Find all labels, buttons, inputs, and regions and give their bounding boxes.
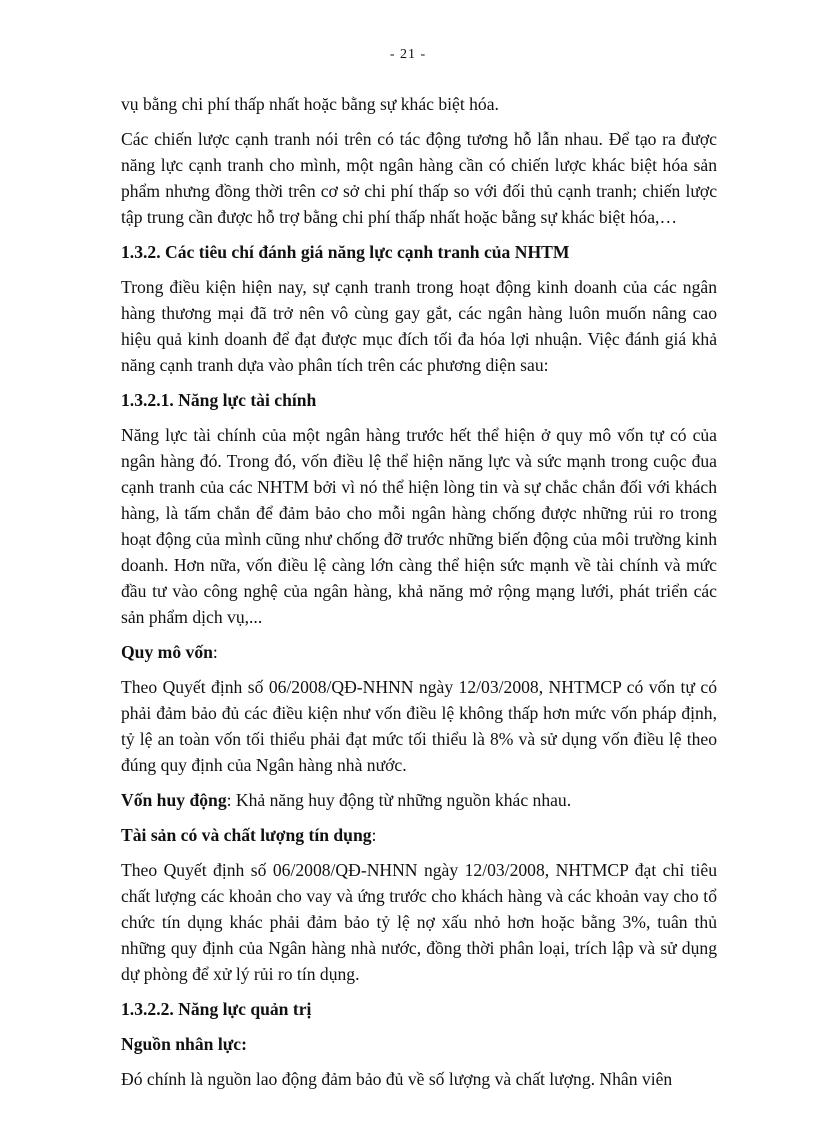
paragraph-capital-regulation: Theo Quyết định số 06/2008/QĐ-NHNN ngày 12/03/2008, NHTMCP có vốn tự có phải đảm bảo đủ các điều kiện như vốn điều lệ không thấp hơn mức vốn pháp định, tỷ lệ an toàn vốn tối thiểu phải đạt mức tối thiểu là 8% và sử dụng vốn điều lệ theo đúng quy định của Ngân hàng nhà nước.	[121, 677, 717, 775]
page-number: - 21 -	[389, 47, 427, 62]
subheading-human-resources: Nguồn nhân lực:	[121, 1034, 247, 1054]
paragraph-evaluation-intro: Trong điều kiện hiện nay, sự cạnh tranh trong hoạt động kinh doanh của các ngân hàng thương mại đã trở nên vô cùng gay gắt, các ngân hàng luôn muốn nâng cao hiệu quả kinh doanh để đạt được mục đích tối đa hóa lợi nhuận. Việc đánh giá khả năng cạnh tranh dựa vào phân tích trên các phương diện sau:	[121, 277, 717, 375]
paragraph-mobilized-capital	[121, 787, 717, 813]
text-mobilized-capital: : Khả năng huy động từ những nguồn khác nhau.	[226, 790, 572, 810]
label-mobilized-capital: Vốn huy động	[121, 790, 227, 810]
label-capital-scale: Quy mô vốn	[121, 642, 213, 662]
heading-1-3-2: 1.3.2. Các tiêu chí đánh giá năng lực cạnh tranh của NHTM	[121, 242, 570, 262]
paragraph-continuation: vụ bằng chi phí thấp nhất hoặc bằng sự khác biệt hóa.	[121, 94, 499, 114]
subheading-assets-credit-quality	[121, 822, 717, 848]
document-body	[121, 91, 717, 1101]
heading-1-3-2-1: 1.3.2.1. Năng lực tài chính	[121, 390, 317, 410]
paragraph-financial-capacity: Năng lực tài chính của một ngân hàng trước hết thể hiện ở quy mô vốn tự có của ngân hàng đó. Trong đó, vốn điều lệ thể hiện năng lực và sức mạnh trong cuộc đua cạnh tranh của các NHTM bởi vì nó thể hiện lòng tin và sự chắc chắn đối với khách hàng, là tấm chắn để đảm bảo cho mỗi ngân hàng chống được những rủi ro trong hoạt động của mình cũng như chống đỡ trước những biến động của môi trường kinh doanh. Hơn nữa, vốn điều lệ càng lớn càng thể hiện sức mạnh về tài chính và mức đầu tư vào công nghệ của ngân hàng, khả năng mở rộng mạng lưới, phát triển các sản phẩm dịch vụ,...	[121, 425, 717, 627]
label-assets-credit-quality: Tài sản có và chất lượng tín dụng	[121, 825, 372, 845]
paragraph-human-resources: Đó chính là nguồn lao động đảm bảo đủ về số lượng và chất lượng. Nhân viên	[121, 1069, 673, 1089]
subheading-capital-scale	[121, 639, 717, 665]
paragraph-competitive-strategies: Các chiến lược cạnh tranh nói trên có tác động tương hỗ lẫn nhau. Để tạo ra được năng lực cạnh tranh cho mình, một ngân hàng cần có chiến lược khác biệt hóa sản phẩm nhưng đồng thời trên cơ sở chi phí thấp so với đối thủ cạnh tranh; chiến lược tập trung cần được hỗ trợ bằng chi phí thấp nhất hoặc bằng sự khác biệt hóa,…	[121, 129, 717, 227]
paragraph-credit-quality-regulation: Theo Quyết định số 06/2008/QĐ-NHNN ngày 12/03/2008, NHTMCP đạt chỉ tiêu chất lượng các khoản cho vay và ứng trước cho khách hàng và các khoản vay cho tổ chức tín dụng khác phải đảm bảo tỷ lệ nợ xấu nhỏ hơn hoặc bằng 3%, tuân thủ những quy định của Ngân hàng nhà nước, đồng thời phân loại, trích lập và sử dụng dự phòng để xử lý rủi ro tín dụng.	[121, 860, 717, 984]
heading-1-3-2-2: 1.3.2.2. Năng lực quản trị	[121, 999, 312, 1019]
label-assets-credit-quality-colon: :	[371, 825, 377, 845]
label-capital-scale-colon: :	[212, 642, 218, 662]
